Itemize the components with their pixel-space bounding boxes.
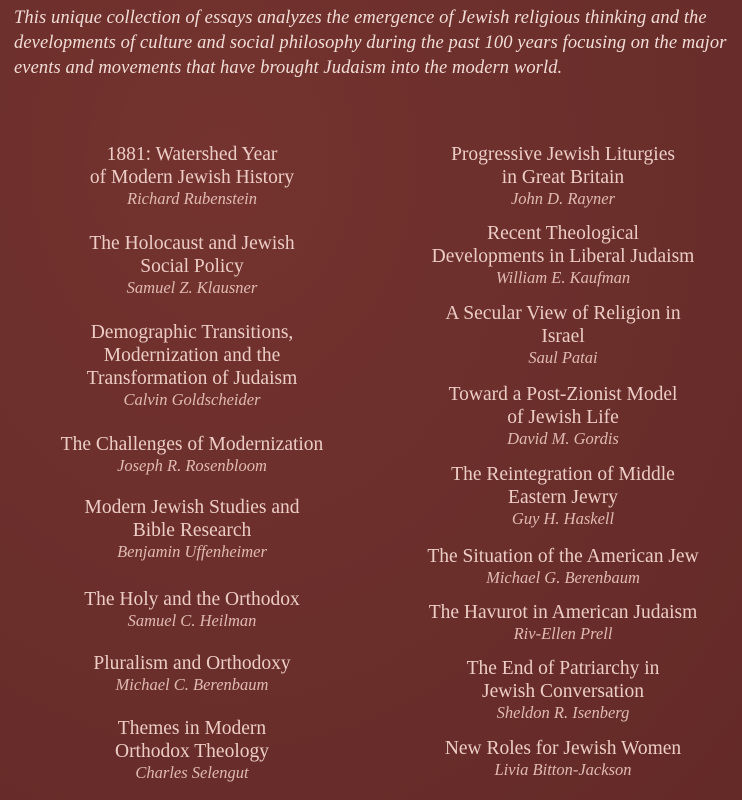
essay-entry xyxy=(0,321,384,410)
essay-author: Samuel Z. Klausner xyxy=(126,278,258,297)
intro-paragraph: This unique collection of essays analyzes the emergence of Jewish religious thinking and the developments of culture and social philosophy during the past 100 years focusing on the major events and movements that have brought Judaism into the modern world. xyxy=(14,8,727,78)
essay-title-line: Eastern Jewry xyxy=(508,487,618,508)
essay-title-line: The Holy and the Orthodox xyxy=(84,589,300,610)
essay-entry xyxy=(384,143,742,209)
essay-author: Samuel C. Heilman xyxy=(127,611,257,630)
essay-title-line: Modern Jewish Studies and xyxy=(84,497,300,518)
essay-title-line: of Modern Jewish History xyxy=(89,167,295,188)
essay-title-line: The Holocaust and Jewish xyxy=(89,233,295,254)
essay-title-line: The Situation of the American Jew xyxy=(427,546,699,567)
essay-title-line: New Roles for Jewish Women xyxy=(444,738,682,759)
essay-title-line: Developments in Liberal Judaism xyxy=(431,246,695,267)
essay-title-line: Toward a Post-Zionist Model xyxy=(448,384,678,405)
essay-author: Calvin Goldscheider xyxy=(123,390,261,409)
essay-title-line: Recent Theological xyxy=(487,223,639,244)
essay-title-line: Jewish Conversation xyxy=(482,681,644,702)
essay-entry xyxy=(0,496,384,562)
essay-entry xyxy=(0,717,384,783)
essay-title-line: Transformation of Judaism xyxy=(86,368,298,389)
essay-title-line: The Reintegration of Middle xyxy=(451,464,675,485)
essay-title-line: of Jewish Life xyxy=(507,407,619,428)
essay-entry xyxy=(384,545,742,588)
essay-entry xyxy=(0,652,384,695)
essay-author: Michael G. Berenbaum xyxy=(486,568,640,587)
essay-author: Saul Patai xyxy=(528,348,598,367)
essay-author: Benjamin Uffenheimer xyxy=(117,542,267,561)
essay-title-line: A Secular View of Religion in xyxy=(445,303,681,324)
essay-title-line: Bible Research xyxy=(132,520,252,541)
essay-title-line: in Great Britain xyxy=(501,167,625,188)
essay-author: David M. Gordis xyxy=(507,429,619,448)
essay-entry xyxy=(384,601,742,644)
essay-author: Joseph R. Rosenbloom xyxy=(117,456,267,475)
essay-author: Livia Bitton-Jackson xyxy=(494,760,632,779)
essay-entry xyxy=(384,383,742,449)
essay-title-line: Themes in Modern xyxy=(117,718,267,739)
essay-entry xyxy=(384,657,742,723)
essay-author: Riv-Ellen Prell xyxy=(513,624,613,643)
essay-title-line: The Havurot in American Judaism xyxy=(428,602,698,623)
essay-author: Richard Rubenstein xyxy=(127,189,257,208)
essay-author: Michael C. Berenbaum xyxy=(115,675,269,694)
essay-entry xyxy=(384,302,742,368)
essay-title-line: Progressive Jewish Liturgies xyxy=(451,144,675,165)
essay-title-line: Modernization and the xyxy=(103,345,281,366)
essay-entry xyxy=(0,433,384,476)
essay-entry xyxy=(384,463,742,529)
essay-author: John D. Rayner xyxy=(510,189,615,208)
essay-title-line: Social Policy xyxy=(140,256,244,277)
essay-title-line: Israel xyxy=(541,326,585,347)
essay-entry xyxy=(384,222,742,288)
essay-author: Guy H. Haskell xyxy=(511,509,615,528)
essay-title-line: The End of Patriarchy in xyxy=(466,658,660,679)
essay-title-line: Demographic Transitions, xyxy=(90,322,294,343)
essay-title-line: 1881: Watershed Year xyxy=(106,144,278,165)
essay-entry xyxy=(0,143,384,209)
essay-title-line: Orthodox Theology xyxy=(114,741,269,762)
essay-title-line: Pluralism and Orthodoxy xyxy=(93,653,291,674)
essay-author: Charles Selengut xyxy=(135,763,249,782)
essay-title-line: The Challenges of Modernization xyxy=(60,434,324,455)
essay-entry xyxy=(0,232,384,298)
essay-author: Sheldon R. Isenberg xyxy=(496,703,630,722)
essay-entry xyxy=(384,737,742,780)
essay-author: William E. Kaufman xyxy=(495,268,631,287)
essay-entry xyxy=(0,588,384,631)
